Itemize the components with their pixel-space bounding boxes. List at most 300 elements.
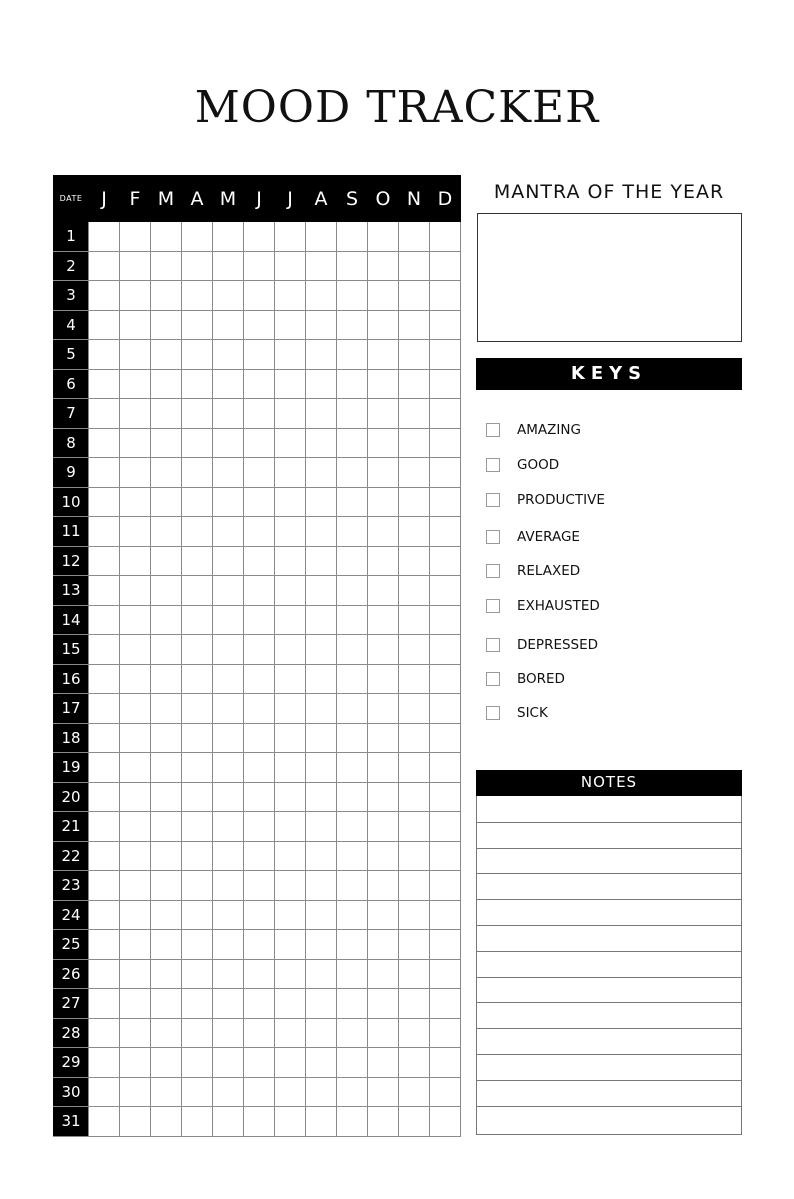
mood-cell[interactable] [399,310,430,340]
mood-cell[interactable] [430,1018,461,1048]
mood-cell[interactable] [120,871,151,901]
mood-cell[interactable] [368,546,399,576]
mood-cell[interactable] [368,399,399,429]
mood-cell[interactable] [89,959,120,989]
mood-cell[interactable] [151,222,182,252]
mood-cell[interactable] [213,664,244,694]
mood-cell[interactable] [275,399,306,429]
mood-cell[interactable] [306,989,337,1019]
mood-cell[interactable] [151,281,182,311]
mood-cell[interactable] [89,930,120,960]
mood-cell[interactable] [306,753,337,783]
mood-cell[interactable] [337,487,368,517]
mood-cell[interactable] [368,723,399,753]
mood-cell[interactable] [151,900,182,930]
mood-cell[interactable] [399,782,430,812]
mood-cell[interactable] [430,517,461,547]
mood-cell[interactable] [120,1077,151,1107]
mood-cell[interactable] [120,753,151,783]
mood-cell[interactable] [337,930,368,960]
mood-cell[interactable] [120,546,151,576]
mood-cell[interactable] [151,428,182,458]
mood-cell[interactable] [430,281,461,311]
mood-cell[interactable] [337,782,368,812]
mood-cell[interactable] [213,1048,244,1078]
mood-cell[interactable] [399,399,430,429]
mood-cell[interactable] [368,1077,399,1107]
mood-cell[interactable] [368,1018,399,1048]
mood-cell[interactable] [306,782,337,812]
mood-cell[interactable] [399,605,430,635]
mood-cell[interactable] [89,900,120,930]
mood-cell[interactable] [275,487,306,517]
mood-cell[interactable] [399,841,430,871]
mood-cell[interactable] [275,664,306,694]
mood-cell[interactable] [182,428,213,458]
mood-cell[interactable] [368,576,399,606]
mood-cell[interactable] [399,1018,430,1048]
mood-cell[interactable] [120,369,151,399]
mood-cell[interactable] [182,871,213,901]
mood-cell[interactable] [89,576,120,606]
mood-cell[interactable] [89,1077,120,1107]
mood-cell[interactable] [182,782,213,812]
mood-cell[interactable] [275,281,306,311]
mood-cell[interactable] [151,723,182,753]
mood-cell[interactable] [306,930,337,960]
mood-cell[interactable] [337,1077,368,1107]
mood-cell[interactable] [120,251,151,281]
mood-cell[interactable] [430,930,461,960]
mood-cell[interactable] [213,989,244,1019]
mood-cell[interactable] [244,664,275,694]
mood-cell[interactable] [368,753,399,783]
mood-cell[interactable] [399,900,430,930]
mood-cell[interactable] [151,458,182,488]
mood-cell[interactable] [430,576,461,606]
mood-cell[interactable] [213,694,244,724]
mood-cell[interactable] [120,428,151,458]
mood-cell[interactable] [368,841,399,871]
mood-cell[interactable] [213,1077,244,1107]
key-checkbox[interactable] [486,599,500,613]
mood-cell[interactable] [275,222,306,252]
mood-cell[interactable] [306,369,337,399]
mood-cell[interactable] [151,517,182,547]
mood-cell[interactable] [368,458,399,488]
mood-cell[interactable] [213,428,244,458]
mood-cell[interactable] [151,399,182,429]
mood-cell[interactable] [368,251,399,281]
mood-cell[interactable] [182,1048,213,1078]
mood-cell[interactable] [306,251,337,281]
mood-cell[interactable] [120,310,151,340]
mood-cell[interactable] [151,753,182,783]
mood-cell[interactable] [213,399,244,429]
mood-cell[interactable] [275,458,306,488]
notes-box[interactable] [476,796,742,1135]
mood-cell[interactable] [399,664,430,694]
mood-cell[interactable] [368,428,399,458]
mood-cell[interactable] [151,812,182,842]
mood-cell[interactable] [430,871,461,901]
mood-cell[interactable] [120,723,151,753]
mood-cell[interactable] [399,812,430,842]
mood-cell[interactable] [275,989,306,1019]
mood-cell[interactable] [306,458,337,488]
mood-cell[interactable] [368,340,399,370]
mood-cell[interactable] [368,694,399,724]
mood-cell[interactable] [430,1048,461,1078]
mood-cell[interactable] [182,576,213,606]
mood-cell[interactable] [275,782,306,812]
mood-cell[interactable] [337,222,368,252]
mood-cell[interactable] [430,723,461,753]
mood-cell[interactable] [213,222,244,252]
mood-cell[interactable] [337,664,368,694]
mood-cell[interactable] [430,340,461,370]
mood-cell[interactable] [337,959,368,989]
mood-cell[interactable] [244,841,275,871]
mood-cell[interactable] [89,812,120,842]
mood-cell[interactable] [89,340,120,370]
mood-cell[interactable] [120,487,151,517]
mood-cell[interactable] [244,517,275,547]
mood-cell[interactable] [89,635,120,665]
mood-cell[interactable] [275,841,306,871]
mood-cell[interactable] [399,281,430,311]
mood-cell[interactable] [244,782,275,812]
mood-cell[interactable] [120,635,151,665]
mood-cell[interactable] [306,428,337,458]
mood-cell[interactable] [368,517,399,547]
mood-cell[interactable] [337,369,368,399]
mood-cell[interactable] [89,782,120,812]
mood-cell[interactable] [399,251,430,281]
mood-cell[interactable] [275,753,306,783]
mood-cell[interactable] [430,546,461,576]
mood-cell[interactable] [275,310,306,340]
mood-cell[interactable] [151,1048,182,1078]
mood-cell[interactable] [430,753,461,783]
mood-cell[interactable] [213,546,244,576]
mood-cell[interactable] [182,399,213,429]
mood-cell[interactable] [399,694,430,724]
mood-cell[interactable] [182,753,213,783]
mood-cell[interactable] [399,517,430,547]
mood-cell[interactable] [120,841,151,871]
mood-cell[interactable] [306,399,337,429]
mood-cell[interactable] [244,694,275,724]
mood-cell[interactable] [368,1107,399,1137]
mood-cell[interactable] [213,871,244,901]
mood-cell[interactable] [399,723,430,753]
mood-cell[interactable] [430,694,461,724]
mood-cell[interactable] [368,369,399,399]
mood-cell[interactable] [430,428,461,458]
mood-cell[interactable] [275,517,306,547]
mood-cell[interactable] [151,989,182,1019]
mood-cell[interactable] [89,517,120,547]
key-checkbox[interactable] [486,706,500,720]
mood-cell[interactable] [306,635,337,665]
mood-cell[interactable] [306,694,337,724]
mood-cell[interactable] [275,723,306,753]
mood-cell[interactable] [89,546,120,576]
mood-cell[interactable] [120,281,151,311]
mood-cell[interactable] [306,517,337,547]
mood-cell[interactable] [244,812,275,842]
mood-cell[interactable] [182,930,213,960]
mood-cell[interactable] [337,310,368,340]
mood-cell[interactable] [244,428,275,458]
mood-cell[interactable] [89,310,120,340]
mood-cell[interactable] [399,930,430,960]
mood-cell[interactable] [244,605,275,635]
mood-cell[interactable] [120,576,151,606]
mood-cell[interactable] [399,989,430,1019]
mood-cell[interactable] [399,369,430,399]
mood-cell[interactable] [275,871,306,901]
mood-cell[interactable] [151,1018,182,1048]
mood-cell[interactable] [368,871,399,901]
mood-cell[interactable] [244,1048,275,1078]
mood-cell[interactable] [368,605,399,635]
mood-cell[interactable] [89,281,120,311]
mood-cell[interactable] [244,576,275,606]
mood-cell[interactable] [120,605,151,635]
mood-cell[interactable] [399,222,430,252]
mood-cell[interactable] [337,1107,368,1137]
mood-cell[interactable] [244,222,275,252]
mood-cell[interactable] [306,723,337,753]
mood-cell[interactable] [275,369,306,399]
mood-cell[interactable] [120,1048,151,1078]
mood-cell[interactable] [337,723,368,753]
mood-cell[interactable] [89,251,120,281]
mood-cell[interactable] [306,310,337,340]
mood-cell[interactable] [275,251,306,281]
mood-cell[interactable] [182,340,213,370]
mood-cell[interactable] [399,871,430,901]
mood-cell[interactable] [430,310,461,340]
mood-cell[interactable] [213,340,244,370]
mood-cell[interactable] [306,664,337,694]
mood-cell[interactable] [244,281,275,311]
mood-cell[interactable] [275,340,306,370]
mood-cell[interactable] [89,753,120,783]
mood-cell[interactable] [368,664,399,694]
key-checkbox[interactable] [486,493,500,507]
mood-cell[interactable] [182,251,213,281]
mood-cell[interactable] [120,458,151,488]
mood-cell[interactable] [213,517,244,547]
mood-cell[interactable] [368,281,399,311]
mood-cell[interactable] [213,458,244,488]
mood-cell[interactable] [275,546,306,576]
mood-cell[interactable] [337,1018,368,1048]
mood-cell[interactable] [430,959,461,989]
mood-cell[interactable] [337,340,368,370]
mood-cell[interactable] [275,1107,306,1137]
mood-cell[interactable] [275,959,306,989]
mood-cell[interactable] [151,664,182,694]
mood-cell[interactable] [275,1077,306,1107]
mood-cell[interactable] [399,959,430,989]
mood-cell[interactable] [306,871,337,901]
mood-cell[interactable] [213,605,244,635]
mood-cell[interactable] [368,310,399,340]
mood-cell[interactable] [89,1018,120,1048]
mood-cell[interactable] [399,753,430,783]
mood-cell[interactable] [368,930,399,960]
mood-cell[interactable] [399,1048,430,1078]
mood-cell[interactable] [430,812,461,842]
mood-cell[interactable] [182,812,213,842]
mood-cell[interactable] [213,1107,244,1137]
mood-cell[interactable] [430,1077,461,1107]
key-checkbox[interactable] [486,530,500,544]
mood-cell[interactable] [151,635,182,665]
mood-cell[interactable] [430,664,461,694]
mood-cell[interactable] [120,222,151,252]
mood-cell[interactable] [275,1018,306,1048]
mood-cell[interactable] [430,1107,461,1137]
mood-cell[interactable] [275,812,306,842]
mood-cell[interactable] [275,428,306,458]
mood-cell[interactable] [182,546,213,576]
key-checkbox[interactable] [486,564,500,578]
mood-cell[interactable] [244,871,275,901]
key-checkbox[interactable] [486,638,500,652]
mood-cell[interactable] [244,369,275,399]
mood-cell[interactable] [430,369,461,399]
mood-cell[interactable] [399,458,430,488]
mood-cell[interactable] [120,812,151,842]
mood-cell[interactable] [275,576,306,606]
mood-cell[interactable] [244,930,275,960]
mood-cell[interactable] [337,251,368,281]
mood-cell[interactable] [430,989,461,1019]
mood-cell[interactable] [337,458,368,488]
mood-cell[interactable] [89,1107,120,1137]
mood-cell[interactable] [337,753,368,783]
mood-cell[interactable] [337,1048,368,1078]
mood-cell[interactable] [368,900,399,930]
mood-cell[interactable] [337,871,368,901]
mood-cell[interactable] [151,1077,182,1107]
mood-cell[interactable] [244,340,275,370]
mood-cell[interactable] [182,1018,213,1048]
mood-cell[interactable] [337,546,368,576]
key-checkbox[interactable] [486,423,500,437]
mood-cell[interactable] [120,989,151,1019]
mood-cell[interactable] [151,310,182,340]
mood-cell[interactable] [430,222,461,252]
mood-cell[interactable] [399,576,430,606]
mood-cell[interactable] [430,605,461,635]
mood-cell[interactable] [182,487,213,517]
mood-cell[interactable] [244,1077,275,1107]
mood-cell[interactable] [151,546,182,576]
mood-cell[interactable] [213,281,244,311]
mood-cell[interactable] [430,458,461,488]
mood-cell[interactable] [368,222,399,252]
mood-cell[interactable] [306,487,337,517]
mood-cell[interactable] [337,635,368,665]
mood-cell[interactable] [368,989,399,1019]
mood-cell[interactable] [368,635,399,665]
mood-cell[interactable] [244,723,275,753]
mood-cell[interactable] [213,251,244,281]
mood-cell[interactable] [89,1048,120,1078]
mood-cell[interactable] [182,723,213,753]
mood-cell[interactable] [430,399,461,429]
mood-cell[interactable] [151,841,182,871]
mood-cell[interactable] [182,900,213,930]
mood-cell[interactable] [213,487,244,517]
mood-cell[interactable] [151,694,182,724]
mood-cell[interactable] [399,1077,430,1107]
mood-cell[interactable] [337,428,368,458]
mood-cell[interactable] [89,694,120,724]
mood-cell[interactable] [182,1107,213,1137]
mood-cell[interactable] [182,959,213,989]
mood-cell[interactable] [120,930,151,960]
mood-cell[interactable] [275,694,306,724]
mood-cell[interactable] [244,546,275,576]
mood-cell[interactable] [306,546,337,576]
mood-cell[interactable] [120,340,151,370]
mood-cell[interactable] [368,812,399,842]
mood-cell[interactable] [151,782,182,812]
mood-cell[interactable] [182,369,213,399]
mood-cell[interactable] [337,694,368,724]
mood-cell[interactable] [213,369,244,399]
mood-cell[interactable] [244,310,275,340]
mood-cell[interactable] [244,900,275,930]
mood-cell[interactable] [213,812,244,842]
mood-cell[interactable] [89,487,120,517]
mantra-box[interactable] [477,213,742,342]
mood-cell[interactable] [182,635,213,665]
mood-cell[interactable] [89,841,120,871]
mood-cell[interactable] [89,664,120,694]
mood-cell[interactable] [337,605,368,635]
mood-cell[interactable] [430,251,461,281]
mood-cell[interactable] [151,576,182,606]
mood-cell[interactable] [151,340,182,370]
mood-cell[interactable] [306,1107,337,1137]
mood-cell[interactable] [399,428,430,458]
mood-cell[interactable] [182,1077,213,1107]
mood-cell[interactable] [275,900,306,930]
mood-cell[interactable] [89,605,120,635]
mood-cell[interactable] [151,1107,182,1137]
mood-cell[interactable] [182,458,213,488]
mood-cell[interactable] [430,782,461,812]
mood-cell[interactable] [120,399,151,429]
mood-cell[interactable] [151,369,182,399]
mood-cell[interactable] [337,576,368,606]
mood-cell[interactable] [213,900,244,930]
mood-cell[interactable] [368,487,399,517]
mood-cell[interactable] [306,959,337,989]
mood-cell[interactable] [151,871,182,901]
mood-cell[interactable] [399,1107,430,1137]
mood-cell[interactable] [89,222,120,252]
mood-cell[interactable] [182,605,213,635]
